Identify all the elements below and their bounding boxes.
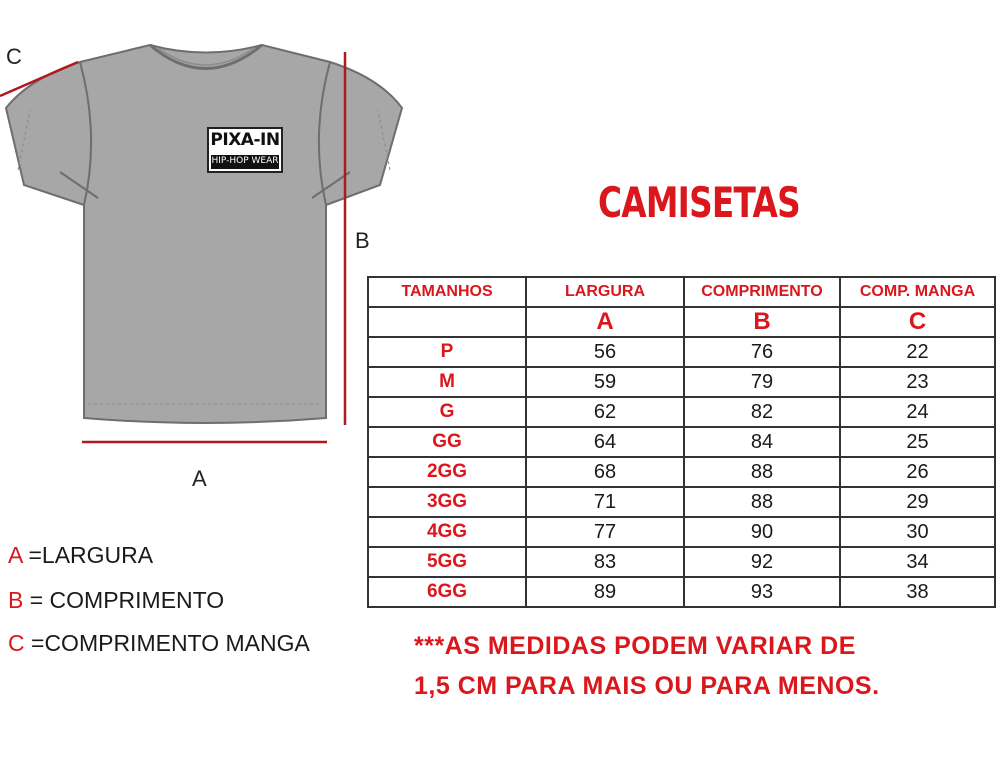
measure-cell: 92 [684, 547, 840, 577]
header-sleeve: COMP. MANGA [840, 277, 995, 307]
label-b: B [355, 228, 370, 253]
size-cell: GG [368, 427, 526, 457]
table-row [368, 547, 995, 577]
legend-key: A [8, 542, 23, 568]
label-a: A [192, 466, 207, 491]
header-width: LARGURA [526, 277, 684, 307]
measure-cell: 64 [526, 427, 684, 457]
measure-cell: 68 [526, 457, 684, 487]
label-c: C [6, 44, 22, 69]
measure-cell: 59 [526, 367, 684, 397]
size-cell: 5GG [368, 547, 526, 577]
legend-key: B [8, 587, 24, 613]
measure-cell: 83 [526, 547, 684, 577]
table-row [368, 457, 995, 487]
letter-cell [368, 307, 526, 337]
measure-cell: 26 [840, 457, 995, 487]
measure-cell: 62 [526, 397, 684, 427]
measure-cell: 84 [684, 427, 840, 457]
measure-cell: 76 [684, 337, 840, 367]
table-letter-row [368, 307, 995, 337]
table-row [368, 517, 995, 547]
measure-cell: 22 [840, 337, 995, 367]
letter-cell: B [684, 307, 840, 337]
measure-cell: 90 [684, 517, 840, 547]
measure-cell: 24 [840, 397, 995, 427]
note-line-1: ***AS MEDIDAS PODEM VARIAR DE [414, 632, 856, 660]
table-row [368, 337, 995, 367]
tshirt-body [6, 45, 402, 423]
measure-cell: 77 [526, 517, 684, 547]
size-cell: P [368, 337, 526, 367]
measure-cell: 30 [840, 517, 995, 547]
measure-cell: 82 [684, 397, 840, 427]
note-line-2: 1,5 CM PARA MAIS OU PARA MENOS. [414, 672, 880, 700]
measure-cell: 29 [840, 487, 995, 517]
size-cell: 3GG [368, 487, 526, 517]
size-cell: M [368, 367, 526, 397]
legend-text: =LARGURA [22, 542, 154, 568]
header-length: COMPRIMENTO [684, 277, 840, 307]
logo-text: PIXA-IN [210, 130, 280, 150]
measure-cell: 38 [840, 577, 995, 607]
measure-cell: 88 [684, 487, 840, 517]
size-cell: G [368, 397, 526, 427]
measure-cell: 88 [684, 457, 840, 487]
table-row [368, 367, 995, 397]
legend-c [8, 630, 310, 657]
size-cell: 2GG [368, 457, 526, 487]
measure-cell: 89 [526, 577, 684, 607]
measure-cell: 23 [840, 367, 995, 397]
table-row [368, 427, 995, 457]
header-sizes: TAMANHOS [368, 277, 526, 307]
table-row [368, 487, 995, 517]
size-cell: 6GG [368, 577, 526, 607]
table-header-row [368, 277, 995, 307]
table-row [368, 397, 995, 427]
legend-key: C [8, 630, 25, 656]
measure-cell: 25 [840, 427, 995, 457]
table-row [368, 577, 995, 607]
measure-cell: 71 [526, 487, 684, 517]
logo-subtext: HIP-HOP WEAR [211, 156, 279, 166]
legend-text: = COMPRIMENTO [23, 587, 225, 613]
letter-cell: A [526, 307, 684, 337]
letter-cell: C [840, 307, 995, 337]
measure-cell: 93 [684, 577, 840, 607]
page-title: CAMISETAS [598, 178, 800, 227]
legend-b [8, 587, 224, 614]
legend-a [8, 542, 153, 569]
measure-cell: 79 [684, 367, 840, 397]
size-cell: 4GG [368, 517, 526, 547]
size-table [367, 276, 996, 608]
legend-text: =COMPRIMENTO MANGA [24, 630, 310, 656]
measure-cell: 34 [840, 547, 995, 577]
measure-cell: 56 [526, 337, 684, 367]
